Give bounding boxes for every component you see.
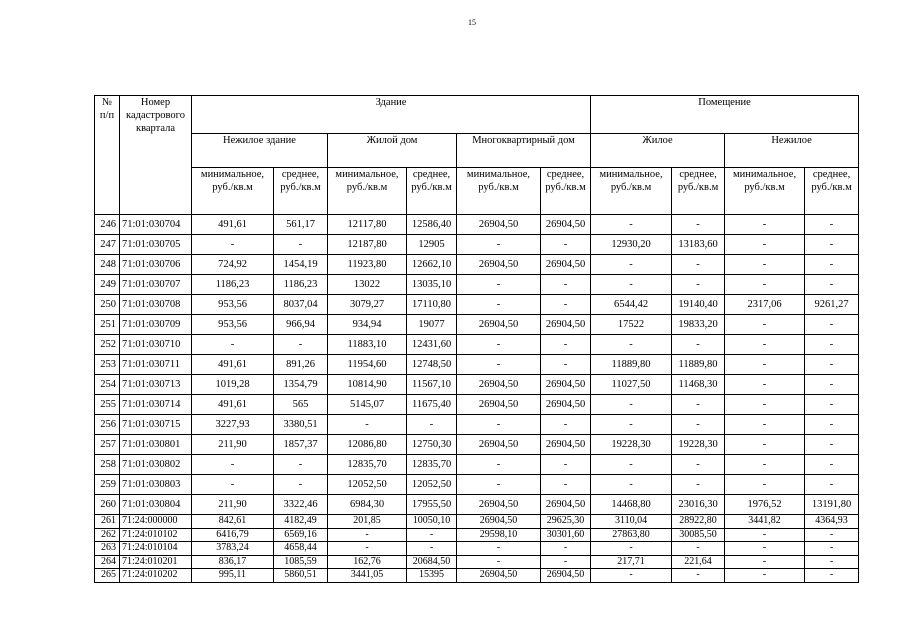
min-value-cell: -: [725, 335, 805, 355]
min-value-cell: 27863,80: [591, 528, 672, 542]
min-value-cell: 934,94: [328, 315, 407, 335]
avg-value-cell: -: [805, 395, 859, 415]
avg-value-cell: 12750,30: [407, 435, 457, 455]
min-value-cell: 12930,20: [591, 235, 672, 255]
header-avg: среднее, руб./кв.м: [672, 168, 725, 215]
min-value-cell: -: [725, 395, 805, 415]
avg-value-cell: 10050,10: [407, 515, 457, 529]
min-value-cell: -: [725, 315, 805, 335]
min-value-cell: -: [192, 335, 274, 355]
avg-value-cell: -: [541, 355, 591, 375]
avg-value-cell: 1186,23: [274, 275, 328, 295]
min-value-cell: -: [725, 528, 805, 542]
avg-value-cell: 12905: [407, 235, 457, 255]
avg-value-cell: 11567,10: [407, 375, 457, 395]
row-number: 259: [95, 475, 120, 495]
avg-value-cell: -: [672, 215, 725, 235]
avg-value-cell: -: [407, 528, 457, 542]
min-value-cell: -: [725, 375, 805, 395]
min-value-cell: -: [457, 542, 541, 556]
avg-value-cell: 19140,40: [672, 295, 725, 315]
cadastral-code: 71:01:030802: [120, 455, 192, 475]
row-number: 257: [95, 435, 120, 455]
avg-value-cell: -: [805, 542, 859, 556]
avg-value-cell: -: [805, 455, 859, 475]
min-value-cell: -: [192, 455, 274, 475]
row-number: 264: [95, 555, 120, 569]
min-value-cell: 1976,52: [725, 495, 805, 515]
table-row: [95, 495, 859, 515]
min-value-cell: 995,11: [192, 569, 274, 583]
cadastral-code: 71:24:000000: [120, 515, 192, 529]
header-apartment-building: Многоквартирный дом: [457, 134, 591, 168]
min-value-cell: 491,61: [192, 215, 274, 235]
min-value-cell: 217,71: [591, 555, 672, 569]
min-value-cell: -: [725, 569, 805, 583]
row-number: 265: [95, 569, 120, 583]
avg-value-cell: 8037,04: [274, 295, 328, 315]
min-value-cell: 12052,50: [328, 475, 407, 495]
avg-value-cell: -: [805, 215, 859, 235]
min-value-cell: -: [328, 415, 407, 435]
min-value-cell: 26904,50: [457, 435, 541, 455]
avg-value-cell: -: [805, 375, 859, 395]
cadastral-code: 71:01:030714: [120, 395, 192, 415]
min-value-cell: 1186,23: [192, 275, 274, 295]
row-number: 255: [95, 395, 120, 415]
avg-value-cell: 9261,27: [805, 295, 859, 315]
min-value-cell: -: [725, 475, 805, 495]
row-number: 249: [95, 275, 120, 295]
avg-value-cell: -: [672, 475, 725, 495]
cadastral-code: 71:01:030710: [120, 335, 192, 355]
avg-value-cell: -: [541, 475, 591, 495]
table-row: [95, 235, 859, 255]
min-value-cell: 12835,70: [328, 455, 407, 475]
cadastral-code: 71:24:010202: [120, 569, 192, 583]
table-row: [95, 355, 859, 375]
row-number: 254: [95, 375, 120, 395]
avg-value-cell: -: [805, 569, 859, 583]
min-value-cell: 26904,50: [457, 495, 541, 515]
header-house: Жилой дом: [328, 134, 457, 168]
avg-value-cell: 26904,50: [541, 569, 591, 583]
avg-value-cell: 5860,51: [274, 569, 328, 583]
min-value-cell: 3079,27: [328, 295, 407, 315]
avg-value-cell: 3380,51: [274, 415, 328, 435]
min-value-cell: -: [457, 415, 541, 435]
row-number: 253: [95, 355, 120, 375]
header-avg: среднее, руб./кв.м: [274, 168, 328, 215]
avg-value-cell: -: [541, 542, 591, 556]
table-row: [95, 315, 859, 335]
avg-value-cell: 26904,50: [541, 495, 591, 515]
min-value-cell: -: [457, 455, 541, 475]
min-value-cell: 491,61: [192, 395, 274, 415]
cadastral-code: 71:01:030713: [120, 375, 192, 395]
min-value-cell: 12187,80: [328, 235, 407, 255]
avg-value-cell: 13183,60: [672, 235, 725, 255]
table-row: [95, 569, 859, 583]
min-value-cell: 26904,50: [457, 375, 541, 395]
min-value-cell: -: [725, 235, 805, 255]
cadastral-value-table: [94, 95, 859, 583]
header-min: минимальное, руб./кв.м: [457, 168, 541, 215]
avg-value-cell: -: [805, 275, 859, 295]
min-value-cell: 211,90: [192, 495, 274, 515]
min-value-cell: 842,61: [192, 515, 274, 529]
row-number: 261: [95, 515, 120, 529]
min-value-cell: 26904,50: [457, 215, 541, 235]
min-value-cell: -: [591, 569, 672, 583]
avg-value-cell: -: [805, 415, 859, 435]
cadastral-code: 71:01:030709: [120, 315, 192, 335]
row-number: 256: [95, 415, 120, 435]
table-row: [95, 295, 859, 315]
table-row: [95, 335, 859, 355]
min-value-cell: -: [725, 275, 805, 295]
avg-value-cell: 1857,37: [274, 435, 328, 455]
avg-value-cell: 13191,80: [805, 495, 859, 515]
avg-value-cell: -: [805, 315, 859, 335]
row-number: 248: [95, 255, 120, 275]
min-value-cell: 11889,80: [591, 355, 672, 375]
min-value-cell: 11027,50: [591, 375, 672, 395]
header-avg: среднее, руб./кв.м: [541, 168, 591, 215]
min-value-cell: -: [725, 455, 805, 475]
min-value-cell: -: [591, 455, 672, 475]
min-value-cell: -: [457, 475, 541, 495]
min-value-cell: -: [457, 295, 541, 315]
avg-value-cell: -: [274, 455, 328, 475]
avg-value-cell: -: [541, 455, 591, 475]
min-value-cell: -: [591, 215, 672, 235]
min-value-cell: -: [457, 235, 541, 255]
avg-value-cell: -: [541, 415, 591, 435]
cadastral-code: 71:01:030704: [120, 215, 192, 235]
avg-value-cell: 30301,60: [541, 528, 591, 542]
header-min: минимальное, руб./кв.м: [328, 168, 407, 215]
avg-value-cell: 966,94: [274, 315, 328, 335]
min-value-cell: -: [457, 275, 541, 295]
min-value-cell: -: [725, 355, 805, 375]
min-value-cell: 26904,50: [457, 315, 541, 335]
avg-value-cell: -: [672, 569, 725, 583]
cadastral-code: 71:01:030707: [120, 275, 192, 295]
min-value-cell: 953,56: [192, 315, 274, 335]
avg-value-cell: 17110,80: [407, 295, 457, 315]
min-value-cell: 12117,80: [328, 215, 407, 235]
avg-value-cell: -: [274, 235, 328, 255]
avg-value-cell: 1085,59: [274, 555, 328, 569]
table-row: [95, 215, 859, 235]
avg-value-cell: 11889,80: [672, 355, 725, 375]
row-number: 263: [95, 542, 120, 556]
avg-value-cell: -: [672, 415, 725, 435]
avg-value-cell: 26904,50: [541, 435, 591, 455]
min-value-cell: -: [591, 275, 672, 295]
avg-value-cell: -: [672, 542, 725, 556]
table-row: [95, 515, 859, 529]
avg-value-cell: -: [805, 435, 859, 455]
min-value-cell: -: [591, 255, 672, 275]
min-value-cell: 3227,93: [192, 415, 274, 435]
min-value-cell: 836,17: [192, 555, 274, 569]
header-num: № п/п: [95, 96, 120, 215]
min-value-cell: 13022: [328, 275, 407, 295]
min-value-cell: 3441,05: [328, 569, 407, 583]
avg-value-cell: 26904,50: [541, 315, 591, 335]
min-value-cell: 3110,04: [591, 515, 672, 529]
min-value-cell: 11954,60: [328, 355, 407, 375]
avg-value-cell: 20684,50: [407, 555, 457, 569]
table-row: [95, 542, 859, 556]
avg-value-cell: -: [672, 395, 725, 415]
header-building: Здание: [192, 96, 591, 134]
avg-value-cell: -: [672, 275, 725, 295]
cadastral-code: 71:24:010104: [120, 542, 192, 556]
avg-value-cell: 4364,93: [805, 515, 859, 529]
min-value-cell: 26904,50: [457, 515, 541, 529]
cadastral-code: 71:01:030711: [120, 355, 192, 375]
avg-value-cell: -: [541, 295, 591, 315]
avg-value-cell: 12748,50: [407, 355, 457, 375]
table-row: [95, 255, 859, 275]
min-value-cell: 2317,06: [725, 295, 805, 315]
min-value-cell: 14468,80: [591, 495, 672, 515]
row-number: 251: [95, 315, 120, 335]
avg-value-cell: 565: [274, 395, 328, 415]
min-value-cell: 6416,79: [192, 528, 274, 542]
min-value-cell: -: [725, 255, 805, 275]
min-value-cell: -: [457, 355, 541, 375]
cadastral-code: 71:24:010102: [120, 528, 192, 542]
min-value-cell: 11923,80: [328, 255, 407, 275]
min-value-cell: -: [192, 235, 274, 255]
avg-value-cell: 12662,10: [407, 255, 457, 275]
avg-value-cell: -: [672, 255, 725, 275]
avg-value-cell: 28922,80: [672, 515, 725, 529]
avg-value-cell: -: [541, 335, 591, 355]
min-value-cell: -: [328, 542, 407, 556]
avg-value-cell: 891,26: [274, 355, 328, 375]
avg-value-cell: -: [805, 555, 859, 569]
avg-value-cell: -: [672, 455, 725, 475]
avg-value-cell: 11675,40: [407, 395, 457, 415]
min-value-cell: 11883,10: [328, 335, 407, 355]
row-number: 252: [95, 335, 120, 355]
avg-value-cell: 12586,40: [407, 215, 457, 235]
min-value-cell: 5145,07: [328, 395, 407, 415]
avg-value-cell: -: [274, 335, 328, 355]
row-number: 246: [95, 215, 120, 235]
min-value-cell: 26904,50: [457, 255, 541, 275]
cadastral-code: 71:01:030803: [120, 475, 192, 495]
cadastral-code: 71:01:030706: [120, 255, 192, 275]
avg-value-cell: 23016,30: [672, 495, 725, 515]
min-value-cell: -: [457, 335, 541, 355]
avg-value-cell: 13035,10: [407, 275, 457, 295]
avg-value-cell: 561,17: [274, 215, 328, 235]
min-value-cell: 201,85: [328, 515, 407, 529]
min-value-cell: 3783,24: [192, 542, 274, 556]
table-row: [95, 475, 859, 495]
header-min: минимальное, руб./кв.м: [725, 168, 805, 215]
avg-value-cell: 30085,50: [672, 528, 725, 542]
avg-value-cell: 1454,19: [274, 255, 328, 275]
min-value-cell: 953,56: [192, 295, 274, 315]
avg-value-cell: 26904,50: [541, 215, 591, 235]
min-value-cell: -: [591, 542, 672, 556]
min-value-cell: -: [725, 415, 805, 435]
min-value-cell: 1019,28: [192, 375, 274, 395]
min-value-cell: 29598,10: [457, 528, 541, 542]
table-row: [95, 528, 859, 542]
min-value-cell: 26904,50: [457, 569, 541, 583]
avg-value-cell: -: [805, 255, 859, 275]
avg-value-cell: 19833,20: [672, 315, 725, 335]
min-value-cell: 3441,82: [725, 515, 805, 529]
header-nonres-building: Нежилое здание: [192, 134, 328, 168]
avg-value-cell: -: [407, 542, 457, 556]
min-value-cell: 6984,30: [328, 495, 407, 515]
row-number: 247: [95, 235, 120, 255]
header-min: минимальное, руб./кв.м: [192, 168, 274, 215]
min-value-cell: 26904,50: [457, 395, 541, 415]
min-value-cell: 491,61: [192, 355, 274, 375]
table-row: [95, 375, 859, 395]
cadastral-code: 71:01:030705: [120, 235, 192, 255]
min-value-cell: -: [591, 415, 672, 435]
avg-value-cell: -: [541, 235, 591, 255]
min-value-cell: 17522: [591, 315, 672, 335]
avg-value-cell: -: [672, 335, 725, 355]
avg-value-cell: 1354,79: [274, 375, 328, 395]
min-value-cell: 12086,80: [328, 435, 407, 455]
avg-value-cell: -: [274, 475, 328, 495]
cadastral-code: 71:01:030715: [120, 415, 192, 435]
min-value-cell: 211,90: [192, 435, 274, 455]
avg-value-cell: 12431,60: [407, 335, 457, 355]
avg-value-cell: -: [805, 355, 859, 375]
table-row: [95, 435, 859, 455]
avg-value-cell: 12052,50: [407, 475, 457, 495]
avg-value-cell: -: [805, 335, 859, 355]
min-value-cell: -: [725, 542, 805, 556]
header-avg: среднее, руб./кв.м: [805, 168, 859, 215]
min-value-cell: -: [591, 475, 672, 495]
avg-value-cell: 26904,50: [541, 395, 591, 415]
header-min: минимальное, руб./кв.м: [591, 168, 672, 215]
min-value-cell: 6544,42: [591, 295, 672, 315]
header-avg: среднее, руб./кв.м: [407, 168, 457, 215]
avg-value-cell: 26904,50: [541, 255, 591, 275]
header-nonresidential: Нежилое: [725, 134, 859, 168]
avg-value-cell: -: [541, 275, 591, 295]
min-value-cell: 19228,30: [591, 435, 672, 455]
header-cadastral: Номер кадастрового квартала: [120, 96, 192, 215]
row-number: 258: [95, 455, 120, 475]
min-value-cell: 162,76: [328, 555, 407, 569]
avg-value-cell: -: [805, 528, 859, 542]
table-row: [95, 555, 859, 569]
cadastral-code: 71:24:010201: [120, 555, 192, 569]
avg-value-cell: 221,64: [672, 555, 725, 569]
min-value-cell: -: [192, 475, 274, 495]
min-value-cell: -: [457, 555, 541, 569]
min-value-cell: -: [725, 215, 805, 235]
table-row: [95, 395, 859, 415]
avg-value-cell: 6569,16: [274, 528, 328, 542]
avg-value-cell: 19077: [407, 315, 457, 335]
cadastral-code: 71:01:030801: [120, 435, 192, 455]
avg-value-cell: 4658,44: [274, 542, 328, 556]
avg-value-cell: 15395: [407, 569, 457, 583]
row-number: 260: [95, 495, 120, 515]
min-value-cell: 724,92: [192, 255, 274, 275]
avg-value-cell: 19228,30: [672, 435, 725, 455]
table-row: [95, 275, 859, 295]
min-value-cell: -: [591, 335, 672, 355]
min-value-cell: -: [725, 555, 805, 569]
row-number: 250: [95, 295, 120, 315]
cadastral-code: 71:01:030804: [120, 495, 192, 515]
table-row: [95, 455, 859, 475]
cadastral-code: 71:01:030708: [120, 295, 192, 315]
avg-value-cell: -: [541, 555, 591, 569]
avg-value-cell: 4182,49: [274, 515, 328, 529]
avg-value-cell: 17955,50: [407, 495, 457, 515]
table-body: [95, 215, 859, 583]
avg-value-cell: 26904,50: [541, 375, 591, 395]
table-row: [95, 415, 859, 435]
page-number: 15: [468, 18, 476, 27]
avg-value-cell: 11468,30: [672, 375, 725, 395]
header-residential: Жилое: [591, 134, 725, 168]
avg-value-cell: 12835,70: [407, 455, 457, 475]
header-premises: Помещение: [591, 96, 859, 134]
avg-value-cell: 3322,46: [274, 495, 328, 515]
avg-value-cell: -: [407, 415, 457, 435]
row-number: 262: [95, 528, 120, 542]
avg-value-cell: -: [805, 475, 859, 495]
avg-value-cell: -: [805, 235, 859, 255]
min-value-cell: -: [328, 528, 407, 542]
avg-value-cell: 29625,30: [541, 515, 591, 529]
min-value-cell: 10814,90: [328, 375, 407, 395]
min-value-cell: -: [591, 395, 672, 415]
min-value-cell: -: [725, 435, 805, 455]
